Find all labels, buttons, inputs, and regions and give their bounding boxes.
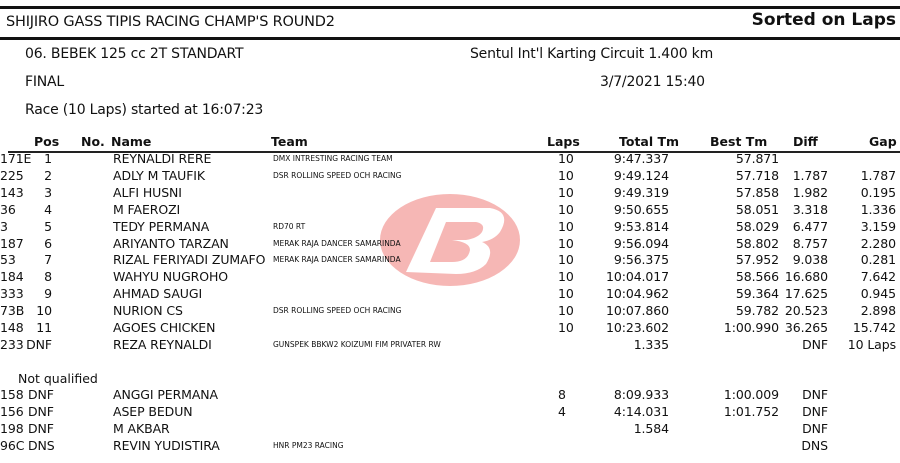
cell-total: 1.335 <box>633 336 669 352</box>
sort-label: Sorted on Laps <box>751 10 896 30</box>
cell-name: REVIN YUDISTIRA <box>113 437 220 453</box>
cell-name: AHMAD SAUGI <box>113 286 203 302</box>
cell-name: M AKBAR <box>113 420 170 436</box>
cell-diff: 1.787 <box>792 167 828 183</box>
cell-laps: 10 <box>558 235 574 251</box>
cell-laps: 10 <box>558 218 574 234</box>
cell-diff: DNF <box>802 403 828 419</box>
cell-laps: 10 <box>558 252 574 268</box>
cell-gap: 0.281 <box>860 252 896 268</box>
cell-no: 36 <box>0 201 16 217</box>
cell-total: 9:50.655 <box>613 201 669 217</box>
cell-total: 9:56.094 <box>613 235 669 251</box>
table-row <box>0 236 900 253</box>
cell-name: WAHYU NUGROHO <box>113 269 229 285</box>
cell-no: 187 <box>0 235 24 251</box>
cell-no: 171E <box>0 151 32 166</box>
cell-diff: 16.680 <box>784 269 828 285</box>
cell-pos: DNS <box>28 437 55 453</box>
cell-laps: 10 <box>558 201 574 217</box>
col-name: Name <box>111 134 152 149</box>
cell-diff: DNF <box>802 420 828 436</box>
cell-best: 1:00.990 <box>723 320 779 335</box>
cell-pos: 11 <box>36 320 52 335</box>
circuit: Sentul Int'l Karting Circuit 1.400 km <box>470 46 714 62</box>
cell-diff: DNF <box>802 336 828 352</box>
cell-team: DSR ROLLING SPEED OCH RACING <box>273 306 402 316</box>
cell-no: 333 <box>0 286 24 302</box>
cell-best: 59.364 <box>735 286 779 302</box>
page-title: SHIJIRO GASS TIPIS RACING CHAMP'S ROUND2 <box>6 14 335 30</box>
cell-pos: 6 <box>44 235 52 251</box>
cell-name: M FAEROZI <box>113 201 181 217</box>
cell-gap: 15.742 <box>852 320 896 335</box>
col-gap: Gap <box>869 134 897 149</box>
cell-total: 10:23.602 <box>606 320 669 335</box>
cell-diff: 20.523 <box>784 303 828 319</box>
cell-pos: 2 <box>44 167 52 183</box>
race-info: Race (10 Laps) started at 16:07:23 <box>25 102 264 118</box>
cell-pos: DNF <box>28 403 54 419</box>
not-qualified-label: Not qualified <box>18 371 98 386</box>
cell-team: MERAK RAJA DANCER SAMARINDA <box>273 238 401 248</box>
cell-laps: 10 <box>558 320 574 335</box>
cell-team: DMX INTRESTING RACING TEAM <box>273 154 393 163</box>
cell-total: 9:49.124 <box>613 167 669 183</box>
cell-diff: DNF <box>802 387 828 402</box>
col-team: Team <box>271 134 308 149</box>
top-rule <box>0 6 900 9</box>
cell-no: 73B <box>0 303 25 319</box>
cell-pos: 9 <box>44 286 52 302</box>
cell-no: 143 <box>0 184 24 200</box>
cell-no: 233 <box>0 336 24 352</box>
table-row <box>0 303 900 320</box>
cell-laps: 4 <box>558 403 566 419</box>
table-row <box>0 202 900 219</box>
cell-no: 3 <box>0 218 8 234</box>
cell-best: 57.952 <box>735 252 779 268</box>
cell-team: RD70 RT <box>273 221 306 231</box>
session-label: FINAL <box>25 74 65 90</box>
table-row <box>0 320 900 337</box>
cell-name: AGOES CHICKEN <box>113 320 216 335</box>
cell-name: REYNALDI RERE <box>113 151 212 166</box>
col-total: Total Tm <box>619 134 680 149</box>
table-row <box>0 337 900 354</box>
cell-name: ANGGI PERMANA <box>113 387 218 402</box>
cell-best: 58.029 <box>735 218 779 234</box>
table-row <box>0 219 900 236</box>
table-row <box>0 421 900 438</box>
cell-pos: 5 <box>44 218 52 234</box>
cell-gap: 2.898 <box>860 303 896 319</box>
cell-pos: 3 <box>44 184 52 200</box>
table-row <box>0 269 900 286</box>
cell-pos: DNF <box>28 420 54 436</box>
table-row <box>0 151 900 168</box>
cell-name: RIZAL FERIYADI ZUMAFO <box>113 252 266 268</box>
cell-no: 198 <box>0 420 24 436</box>
cell-total: 9:47.337 <box>613 151 669 166</box>
cell-name: ALFI HUSNI <box>113 184 182 200</box>
cell-no: 225 <box>0 167 24 183</box>
table-row <box>0 286 900 303</box>
cell-best: 58.051 <box>735 201 779 217</box>
table-row <box>0 252 900 269</box>
cell-pos: DNF <box>26 336 52 352</box>
cell-pos: 8 <box>44 269 52 285</box>
cell-pos: 7 <box>44 252 52 268</box>
cell-team: MERAK RAJA DANCER SAMARINDA <box>273 255 401 265</box>
cell-total: 10:04.962 <box>606 286 669 302</box>
cell-best: 57.871 <box>735 151 779 166</box>
table-row <box>0 404 900 421</box>
table-row <box>0 185 900 202</box>
cell-pos: 10 <box>36 303 52 319</box>
cell-no: 156 <box>0 403 24 419</box>
cell-total: 1.584 <box>633 420 669 436</box>
cell-laps: 8 <box>558 387 566 402</box>
cell-total: 8:09.933 <box>613 387 669 402</box>
cell-total: 10:04.017 <box>606 269 669 285</box>
cell-team: GUNSPEK BBKW2 KOIZUMI FIM PRIVATER RW <box>273 339 441 349</box>
cell-name: ADLY M TAUFIK <box>113 167 205 183</box>
cell-no: 184 <box>0 269 24 285</box>
cell-no: 158 <box>0 387 24 402</box>
cell-laps: 10 <box>558 269 574 285</box>
cell-best: 57.858 <box>735 184 779 200</box>
col-pos: Pos <box>34 134 60 149</box>
cell-best: 59.782 <box>735 303 779 319</box>
cell-diff: 3.318 <box>792 201 828 217</box>
cell-total: 9:56.375 <box>613 252 669 268</box>
cell-gap: 10 Laps <box>847 336 896 352</box>
col-no: No. <box>81 134 105 149</box>
cell-no: 96C <box>0 437 25 453</box>
cell-diff: 36.265 <box>784 320 828 335</box>
class-name: 06. BEBEK 125 cc 2T STANDART <box>25 46 244 62</box>
cell-no: 148 <box>0 320 24 335</box>
cell-diff: 17.625 <box>784 286 828 302</box>
cell-no: 53 <box>0 252 16 268</box>
cell-name: NURION CS <box>113 303 183 319</box>
title-rule <box>0 37 900 40</box>
cell-gap: 2.280 <box>860 235 896 251</box>
cell-pos: 1 <box>44 151 52 166</box>
col-laps: Laps <box>547 134 580 149</box>
cell-name: REZA REYNALDI <box>113 336 212 352</box>
cell-laps: 10 <box>558 184 574 200</box>
col-diff: Diff <box>793 134 818 149</box>
table-row <box>0 387 900 404</box>
cell-best: 58.802 <box>735 235 779 251</box>
table-row <box>0 168 900 185</box>
col-best: Best Tm <box>710 134 768 149</box>
cell-diff: 8.757 <box>792 235 828 251</box>
cell-gap: 0.195 <box>860 184 896 200</box>
datetime: 3/7/2021 15:40 <box>600 74 705 90</box>
cell-laps: 10 <box>558 303 574 319</box>
cell-laps: 10 <box>558 167 574 183</box>
cell-total: 10:07.860 <box>606 303 669 319</box>
cell-best: 58.566 <box>735 269 779 285</box>
cell-name: TEDY PERMANA <box>113 218 210 234</box>
cell-diff: 1.982 <box>792 184 828 200</box>
cell-gap: 1.787 <box>860 167 896 183</box>
cell-best: 1:00.009 <box>723 387 779 402</box>
cell-diff: DNS <box>801 437 828 453</box>
cell-gap: 7.642 <box>860 269 896 285</box>
cell-pos: 4 <box>44 201 52 217</box>
cell-diff: 6.477 <box>792 218 828 234</box>
cell-laps: 10 <box>558 151 574 166</box>
cell-diff: 9.038 <box>792 252 828 268</box>
cell-name: ASEP BEDUN <box>113 403 193 419</box>
table-row <box>0 438 900 455</box>
cell-gap: 0.945 <box>860 286 896 302</box>
cell-best: 1:01.752 <box>723 403 779 419</box>
cell-pos: DNF <box>28 387 54 402</box>
cell-gap: 1.336 <box>860 201 896 217</box>
cell-team: HNR PM23 RACING <box>273 440 344 450</box>
cell-total: 4:14.031 <box>613 403 669 419</box>
cell-gap: 3.159 <box>860 218 896 234</box>
cell-total: 9:49.319 <box>613 184 669 200</box>
cell-name: ARIYANTO TARZAN <box>113 235 229 251</box>
cell-laps: 10 <box>558 286 574 302</box>
cell-total: 9:53.814 <box>613 218 669 234</box>
cell-best: 57.718 <box>735 167 779 183</box>
cell-team: DSR ROLLING SPEED OCH RACING <box>273 170 402 180</box>
